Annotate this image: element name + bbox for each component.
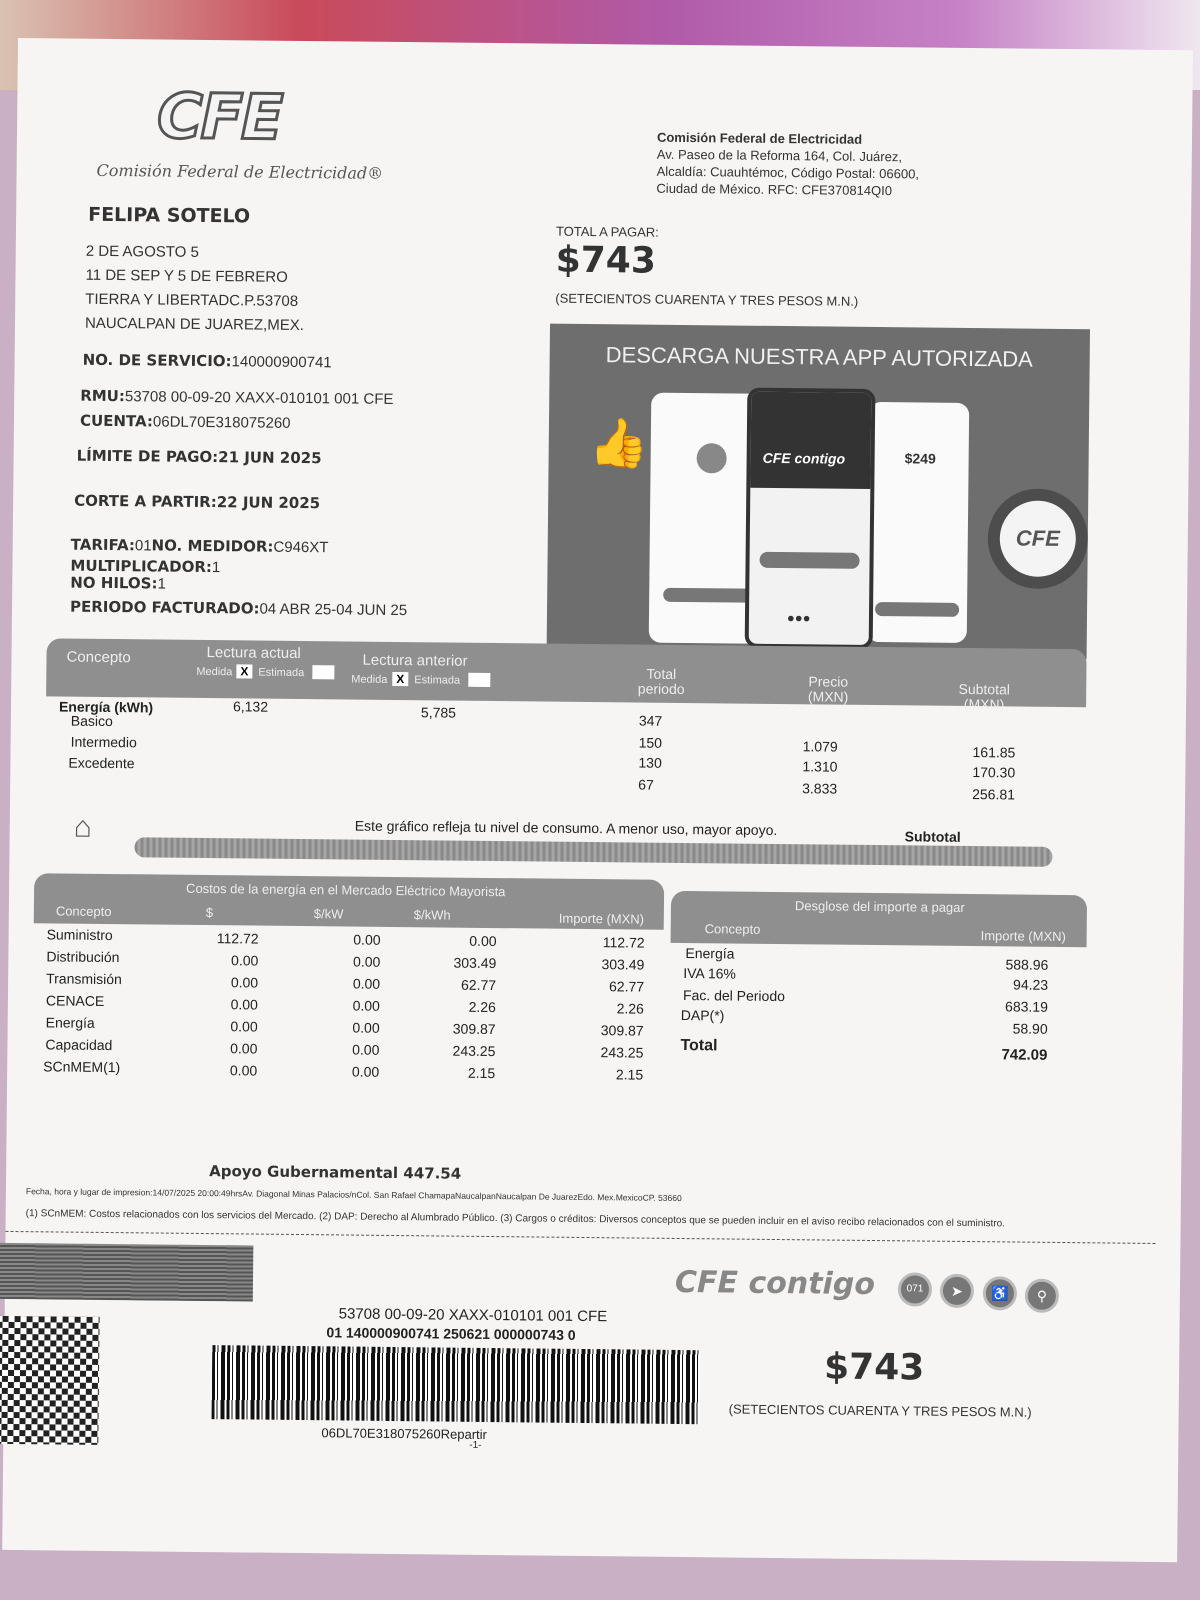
phone-button	[663, 588, 755, 603]
row-pesos: 0.00	[230, 1018, 258, 1035]
row-kwh: 67	[638, 776, 654, 793]
row-pesos: 0.00	[229, 1062, 258, 1079]
desglose-row-concepto: IVA 16%	[683, 965, 736, 982]
send-icon[interactable]: ➤	[940, 1274, 974, 1308]
app-name: CFE contigo	[762, 449, 846, 467]
row-kw: 0.00	[352, 1019, 380, 1036]
phone-button	[759, 552, 859, 569]
medida-label: Medida	[196, 665, 233, 679]
phone-button	[875, 602, 959, 617]
qr-code[interactable]	[0, 1316, 100, 1445]
desglose-header	[671, 891, 1088, 947]
barcode	[212, 1345, 701, 1424]
desglose-row-concepto: DAP(*)	[680, 1006, 725, 1024]
row-kw: 0.00	[352, 997, 380, 1014]
desglose-total-value: 742.09	[1001, 1046, 1048, 1064]
desglose-total-label: Total	[680, 1036, 718, 1055]
row-concepto: Suministro	[46, 926, 113, 944]
rmu-label: RMU:	[80, 386, 126, 406]
row-subtotal: 256.81	[972, 786, 1016, 803]
row-concepto: Basico	[70, 712, 113, 730]
page-number: -1-	[469, 1439, 482, 1451]
hilos-label: NO HILOS:	[70, 573, 158, 593]
servicio-value: 140000900741	[231, 353, 332, 372]
company-name: Comisión Federal de Electricidad	[656, 129, 863, 147]
row-kw: 0.00	[351, 1063, 380, 1080]
company-address-line: Alcaldía: Cuauhtémoc, Código Postal: 06600,	[656, 163, 920, 182]
row-kw: 0.00	[353, 931, 381, 948]
desglose-row-concepto: Fac. del Periodo	[682, 987, 786, 1005]
row-subtotal: 170.30	[972, 764, 1016, 781]
servicio-row	[83, 349, 332, 375]
thumbs-up-icon: 👍	[588, 417, 649, 471]
phone-center	[745, 388, 876, 649]
desglose-row-importe: 683.19	[1005, 998, 1048, 1015]
medidor-label: NO. MEDIDOR:	[151, 536, 274, 556]
cuenta-value: 06DL70E318075260	[152, 413, 291, 432]
row-kw: 0.00	[352, 975, 381, 992]
company-address	[656, 129, 919, 200]
rmu-value: 53708 00-09-20 XAXX-010101 001 CFE	[124, 388, 394, 408]
lectura-actual-value: 6,132	[232, 698, 269, 715]
total-words: (SETECIENTOS CUARENTA Y TRES PESOS M.N.)	[555, 290, 859, 309]
badge-bg	[987, 488, 1088, 589]
row-importe: 309.87	[600, 1022, 644, 1039]
col-kwh: $/kWh	[413, 907, 451, 923]
cut-line	[5, 1231, 1155, 1244]
col-lectura-actual: Lectura actual	[206, 644, 301, 662]
stub-total-amount: $743	[823, 1346, 925, 1389]
address-line: 2 DE AGOSTO 5	[85, 242, 199, 261]
col-concepto: Concepto	[704, 921, 761, 937]
tarifa-label: TARIFA:	[70, 535, 136, 555]
col-pesos: $	[205, 905, 214, 921]
stub-total-words: (SETECIENTOS CUARENTA Y TRES PESOS M.N.)	[728, 1401, 1032, 1420]
col-subtotal: Subtotal (MXN)	[958, 680, 1011, 713]
tarifa-row	[71, 537, 408, 558]
row-kwh: 130	[638, 754, 662, 771]
tarifa-block	[70, 537, 408, 620]
phone-071-icon[interactable]: 071	[898, 1272, 932, 1306]
row-pesos: 112.72	[216, 930, 259, 947]
row-pesos: 0.00	[231, 952, 259, 969]
cuenta-repartir: 06DL70E318075260Repartir	[321, 1425, 487, 1442]
estimada-label: Estimada	[414, 674, 461, 687]
costos-header	[34, 873, 664, 930]
row-importe: 243.25	[600, 1044, 644, 1061]
row-kwh: 2.15	[467, 1064, 496, 1082]
lectura-anterior-value: 5,785	[420, 704, 457, 721]
grafico-subtotal-label: Subtotal	[904, 828, 961, 845]
total-label: TOTAL A PAGAR:	[555, 223, 659, 240]
estimada-checkbox	[468, 673, 490, 687]
row-importe: 2.15	[615, 1066, 644, 1083]
address-line: NAUCALPAN DE JUAREZ,MEX.	[84, 314, 305, 335]
cfe-logo: CFE	[156, 79, 282, 154]
medida-checkbox-checked: X	[236, 664, 252, 678]
row-kwh: 62.77	[460, 976, 497, 994]
phone-screen-header	[750, 392, 871, 489]
row-kwh: 0.00	[469, 932, 497, 950]
row-precio: 1.079	[802, 738, 838, 755]
col-concepto: Concepto	[55, 903, 112, 920]
total-amount: $743	[555, 239, 657, 282]
row-importe: 303.49	[601, 956, 645, 973]
estimada-label: Estimada	[258, 666, 305, 680]
reference-line-2: 01 140000900741 250621 000000743 0	[326, 1324, 576, 1343]
row-importe: 2.26	[616, 1000, 644, 1017]
row-kwh: 2.26	[468, 998, 496, 1016]
company-address-line: Av. Paseo de la Reforma 164, Col. Juárez,	[656, 146, 903, 165]
row-pesos: 0.00	[230, 996, 258, 1013]
hilos-row	[70, 575, 407, 596]
medidor-value: C946XT	[273, 538, 329, 557]
limite-row	[77, 447, 322, 469]
row-kwh: 243.25	[452, 1042, 496, 1060]
row-concepto: CENACE	[45, 992, 105, 1009]
cfe-logo-subtitle: Comisión Federal de Electricidad®	[96, 160, 384, 183]
corte-row	[74, 492, 320, 514]
account-info	[83, 349, 332, 375]
grey-block	[0, 1243, 253, 1302]
row-subtotal: 161.85	[972, 744, 1016, 761]
row-concepto: Capacidad	[45, 1036, 113, 1054]
corte-label: CORTE A PARTIR:	[74, 491, 217, 512]
limite-label: LÍMITE DE PAGO:	[76, 446, 219, 467]
row-kw: 0.00	[353, 953, 381, 970]
servicio-label: NO. DE SERVICIO:	[82, 350, 232, 371]
house-icon: ⌂	[73, 810, 93, 844]
row-concepto: Intermedio	[70, 733, 137, 751]
desglose-row-importe: 58.90	[1012, 1020, 1048, 1037]
cfe-badge-icon	[696, 443, 726, 473]
nota-pie: (1) SCnMEM: Costos relacionados con los servicios del Mercado. (2) DAP: Derecho al Alumbrado Público. (3) Cargos o créditos: Diversos conceptos que se pueden incluir en el aviso recibo relacionados con el suministro.	[25, 1208, 1006, 1230]
bill-page	[2, 38, 1193, 1562]
cuenta-row	[80, 409, 393, 437]
costos-table-body	[37, 926, 659, 1086]
medida-label: Medida	[351, 673, 388, 686]
address-line: TIERRA Y LIBERTADC.P.53708	[85, 290, 299, 310]
col-total-periodo: Total periodo	[637, 665, 685, 698]
customer-name: FELIPA SOTELO	[88, 203, 251, 228]
tarifa-value: 01	[134, 537, 152, 555]
location-icon[interactable]: ⚲	[1025, 1279, 1059, 1313]
row-precio: 1.310	[802, 758, 838, 775]
col-precio: Precio (MXN)	[807, 673, 849, 705]
periodo-row	[70, 599, 407, 620]
col-lectura-anterior: Lectura anterior	[362, 651, 468, 670]
desglose-title: Desglose del importe a pagar	[794, 898, 965, 915]
desglose-row-importe: 94.23	[1013, 976, 1049, 993]
row-kwh: 309.87	[452, 1020, 496, 1038]
row-pesos: 0.00	[230, 1040, 258, 1057]
total-kwh-value: 347	[638, 712, 663, 729]
row-concepto: Distribución	[46, 948, 120, 966]
promo-title: DESCARGA NUESTRA APP AUTORIZADA	[605, 342, 1033, 372]
grafico-text: Este gráfico refleja tu nivel de consumo. A menor uso, mayor apoyo.	[354, 817, 778, 838]
costos-title: Costos de la energía en el Mercado Eléctrico Mayorista	[186, 880, 506, 900]
cfe-round-badge: CFE	[999, 500, 1076, 577]
row-importe: 62.77	[608, 978, 645, 995]
col-importe: Importe (MXN)	[558, 910, 645, 927]
medida-checkbox-checked: X	[392, 672, 408, 686]
row-kwh: 303.49	[453, 954, 497, 972]
desglose-row-concepto: Energía	[685, 945, 735, 962]
customer-address	[85, 240, 305, 338]
periodo-label: PERIODO FACTURADO:	[69, 597, 260, 618]
app-promo-banner[interactable]	[547, 324, 1090, 660]
estimada-checkbox	[312, 665, 334, 679]
phone-right	[867, 402, 970, 643]
row-precio: 3.833	[802, 780, 838, 797]
row-kw: 0.00	[352, 1041, 380, 1058]
card-amount: $249	[904, 450, 936, 467]
address-line: 11 DE SEP Y 5 DE FEBRERO	[85, 266, 288, 286]
rmu-block	[80, 384, 394, 437]
limite-value: 21 JUN 2025	[218, 448, 322, 468]
rmu-row	[80, 384, 393, 412]
energia-kwh-label: Energía (kWh)	[58, 698, 154, 716]
row-concepto: Excedente	[68, 754, 135, 772]
cfe-contigo-brand: CFE contigo	[674, 1264, 876, 1303]
dots-icon: ●●●	[786, 610, 811, 626]
multiplicador-value: 1	[211, 559, 221, 577]
cuenta-label: CUENTA:	[79, 411, 154, 431]
row-importe: 112.72	[602, 934, 645, 951]
desglose-row-importe: 588.96	[1005, 956, 1049, 973]
company-address-line: Ciudad de México. RFC: CFE370814QI0	[656, 180, 893, 199]
corte-value: 22 JUN 2025	[216, 493, 321, 513]
multiplicador-label: MULTIPLICADOR:	[70, 556, 213, 577]
accessibility-icon[interactable]: ♿	[983, 1276, 1017, 1310]
row-kwh: 150	[638, 734, 663, 751]
periodo-value: 04 ABR 25-04 JUN 25	[259, 600, 408, 620]
apoyo-gubernamental: Apoyo Gubernamental 447.54	[209, 1162, 462, 1183]
row-pesos: 0.00	[230, 974, 259, 991]
col-importe: Importe (MXN)	[980, 928, 1066, 945]
col-concepto: Concepto	[66, 648, 131, 667]
fecha-impresion: Fecha, hora y lugar de impresion:14/07/2025 20:00:49hrsAv. Diagonal Minas Palacios/nCol. San Rafael ChamapaNaucalpanNaucalpan De JuarezEdo. Mex.MexicoCP. 53660	[25, 1186, 682, 1204]
col-kw: $/kW	[313, 906, 344, 922]
hilos-value: 1	[157, 575, 166, 593]
row-concepto: Transmisión	[46, 970, 122, 988]
reference-line-1: 53708 00-09-20 XAXX-010101 001 CFE	[338, 1305, 608, 1326]
row-concepto: Energía	[45, 1014, 95, 1031]
row-concepto: SCnMEM(1)	[43, 1058, 121, 1076]
